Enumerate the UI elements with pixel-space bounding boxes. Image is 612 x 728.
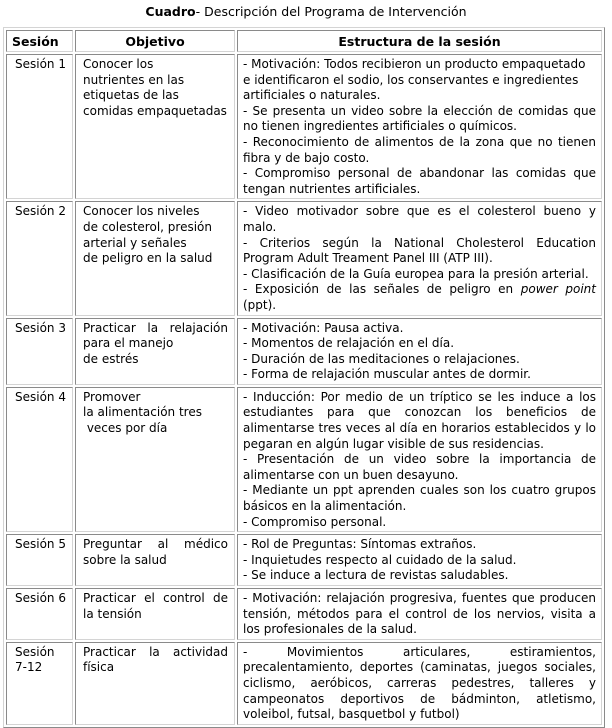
caption-label: Cuadro: [145, 4, 196, 19]
table-row: [6, 201, 602, 315]
structure-item: - Rol de Preguntas: Síntomas extraños.: [243, 537, 477, 552]
objective-line: Practicar el control de: [83, 591, 228, 605]
structure-cell: [237, 201, 602, 315]
structure-item: - Reconocimiento de alimentos de la zona que no tienen fibra y de bajo costo.: [243, 134, 596, 165]
structure-text: (ppt).: [243, 297, 277, 312]
objective-line: de estrés: [83, 351, 139, 366]
session-cell: Sesión 5: [6, 534, 73, 586]
structure-item: - Momentos de relajación en el día.: [243, 336, 455, 351]
objective-cell: [75, 534, 235, 586]
objective-cell: [75, 318, 235, 385]
structure-item: - Motivación: relajación progresiva, fuentes que producen tensión, métodos para el control de los nervios, visita a los profesionales de la salud.: [243, 591, 596, 637]
header-session: Sesión: [6, 30, 73, 52]
structure-item: - Presentación de un video sobre la importancia de alimentarse con un buen desayuno.: [243, 452, 596, 482]
session-line: 7-12: [15, 660, 43, 675]
objective-cell: [75, 54, 235, 199]
structure-item: - Duración de las meditaciones o relajaciones.: [243, 351, 520, 366]
header-objective: Objetivo: [75, 30, 235, 52]
structure-item: - Motivación: Pausa activa.: [243, 320, 404, 335]
header-row: [6, 30, 602, 52]
objective-line: la alimentación tres: [83, 405, 202, 420]
structure-item: - Compromiso personal.: [243, 514, 387, 529]
structure-item: - Video motivador sobre que es el colesterol bueno y malo.: [243, 204, 596, 234]
objective-line: Practicar la actividad: [83, 644, 228, 659]
session-line: Sesión: [15, 644, 55, 659]
objective-line: nutrientes en las: [83, 72, 185, 87]
session-cell: Sesión 6: [6, 588, 73, 640]
structure-item: - Mediante un ppt aprenden cuales son los cuatro grupos básicos en la alimentación.: [243, 483, 596, 514]
structure-cell: [237, 642, 602, 725]
table-row: [6, 318, 602, 385]
structure-item: - Clasificación de la Guía europea para la presión arterial.: [243, 266, 589, 281]
table-row: [6, 588, 602, 640]
session-cell: Sesión 3: [6, 318, 73, 385]
structure-item: - Inducción: Por medio de un tríptico se les induce a los estudiantes para que conozcan los beneficios de alimentarse tres veces al día en horarios establecidos y lo pegaran en algún lugar visible de sus residencias.: [243, 389, 596, 451]
objective-cell: [75, 387, 235, 532]
table-row: [6, 534, 602, 586]
objective-cell: [75, 588, 235, 640]
structure-item: - Se induce a lectura de revistas saludables.: [243, 568, 509, 583]
structure-cell: [237, 54, 602, 199]
session-cell: Sesión 1: [6, 54, 73, 199]
objective-line: veces por día: [83, 421, 168, 436]
structure-cell: [237, 534, 602, 586]
caption-title: - Descripción del Programa de Intervención: [195, 4, 467, 19]
table-caption: [0, 0, 612, 24]
objective-line: arterial y señales: [83, 235, 187, 250]
objective-cell: [75, 201, 235, 315]
structure-item: - Movimientos articulares, estiramientos, precalentamiento, deportes (caminatas, juegos sociales, ciclismo, aeróbicos, carreras pedestres, talleres y campeonatos deportivos de bádminton, atletismo, voleibol, futsal, basquetbol y futbol): [243, 644, 596, 722]
intervention-program-table: [3, 27, 605, 728]
table-row: [6, 642, 602, 725]
objective-line: Conocer los: [83, 57, 154, 71]
header-structure: Estructura de la sesión: [237, 30, 602, 52]
structure-italic-text: power point: [520, 282, 596, 297]
objective-line: Preguntar al médico: [83, 537, 228, 552]
session-cell: Sesión 2: [6, 201, 73, 315]
session-cell: [6, 642, 73, 725]
structure-cell: [237, 588, 602, 640]
table-row: [6, 387, 602, 532]
table-row: [6, 54, 602, 199]
structure-item: - Motivación: Todos recibieron un producto empaquetado e identificaron el sodio, los conservantes e ingredientes artificiales o naturales.: [243, 57, 586, 103]
session-cell: Sesión 4: [6, 387, 73, 532]
structure-item: - Se presenta un video sobre la elección de comidas que no tienen ingredientes artificiales o químicos.: [243, 103, 596, 134]
objective-line: etiquetas de las: [83, 88, 179, 103]
objective-line: para el manejo: [83, 336, 174, 351]
structure-item: - Compromiso personal de abandonar las comidas que tengan nutrientes artificiales.: [243, 166, 596, 196]
structure-cell: [237, 318, 602, 385]
objective-cell: [75, 642, 235, 725]
objective-line: comidas empaquetadas: [83, 103, 227, 118]
objective-line: Conocer los niveles: [83, 204, 200, 219]
structure-item: - Criterios según la National Cholesterol Education Program Adult Treament Panel III (ATP III).: [243, 235, 596, 266]
objective-line: de peligro en la salud: [83, 251, 213, 266]
structure-item: - Forma de relajación muscular antes de dormir.: [243, 367, 531, 382]
structure-text: - Exposición de las señales de peligro en: [243, 282, 521, 297]
structure-cell: [237, 387, 602, 532]
objective-line: física: [83, 660, 115, 675]
objective-line: Promover: [83, 389, 141, 404]
objective-line: la tensión: [83, 606, 142, 621]
objective-line: de colesterol, presión: [83, 219, 212, 234]
objective-line: Practicar la relajación: [83, 320, 228, 335]
structure-item: - Inquietudes respecto al cuidado de la salud.: [243, 552, 517, 567]
objective-line: sobre la salud: [83, 552, 167, 567]
structure-item-with-italic: [243, 282, 596, 313]
